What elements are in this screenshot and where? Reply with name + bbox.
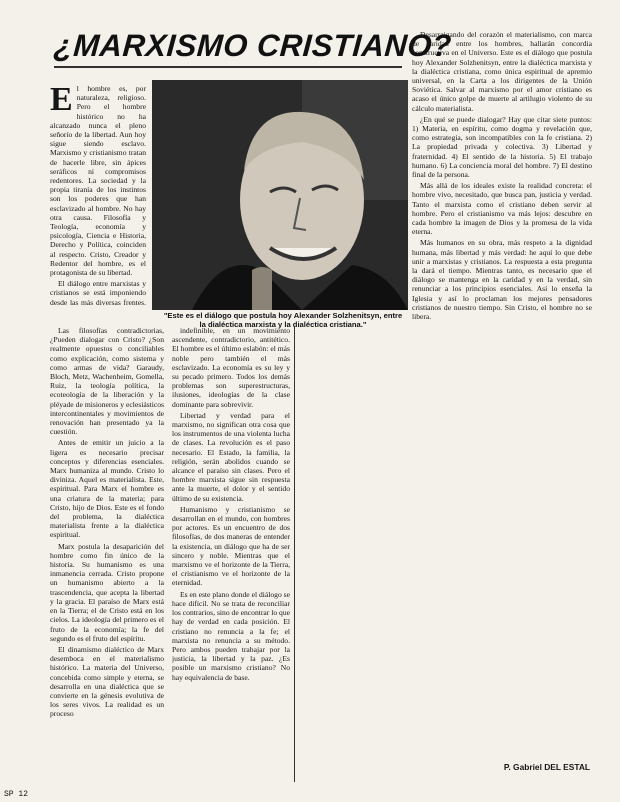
col2-paragraph: Las filosofías contradictorias, ¿Pueden dialogar con Cristo? ¿Son realmente opuestos o conciliables como explicación, como sistema y como armas de vida? Garaudy, Bloch, Metz, Wachenheim, Gomella, Ruiz, la teología política, la ecoteología de la liberación y la pléyade de misioneros y eclesiásticos intercontinentales y movimientos de renovación han presentado ya la cuestión. xyxy=(50,326,164,437)
col1-paragraph: l hombre es, por naturaleza, religioso. Pero el hombre histórico no ha alcanzado nunca el pleno señorío de la libertad. Aun hoy sigue siendo esclavo. Marxismo y cristianismo tratan de hacerle libre, sin ápices seráficos ni compromisos redentores. La sociedad y la propia tiranía de los instintos son los poderes que han esclavizado al hombre. No hay otra causa. Filosofía y Teología, economía y psicología, Ciencia e Historia, Derecho y Política, coinciden al respecto. Cristo, Creador y Redentor del hombre, es el protagonista de su libertad. xyxy=(50,84,146,278)
drop-cap: E xyxy=(50,84,73,118)
col3-paragraph: Es en este plano donde el diálogo se hace difícil. No se trata de reconciliar los contrarios, sino de encontrar lo que hay de verdad en cada posición. El cristiano no renuncia a la fe; el marxista no renuncia a su método. Pero ambos pueden trabajar por la justicia, la libertad y la paz. ¿Es posible un marxismo cristiano? No hay equivalencia de base. xyxy=(172,589,290,682)
col2-paragraph: El dinamismo dialéctico de Marx desemboca en el materialismo histórico. La materia del Universo, concebida como simple y eterna, se desarrolla en una dialéctica que se convierte en la génesis evolutiva de los seres vivos. La realidad es un proceso xyxy=(50,644,164,719)
column-1 xyxy=(50,84,146,306)
col3-paragraph: indefinible, en un movimiento ascendente, contradictorio, antitético. El hombre es el último eslabón: el más noble pero también el más esclavizado. La economía es su ley y su pecado primero. Todos los demás problemas son superestructuras, ilusiones, ideologías de la clase dominante para sobrevivir. xyxy=(172,326,290,409)
headline-underline xyxy=(54,66,402,68)
col4-paragraph: Desarraigando del corazón el materialismo, con marca de caridad entre los hombres, hallarán concordia constructiva en el Universo. Este es el diálogo que postula hoy Alexander Solzhenitsyn, entre la dialéctica marxista y la dialéctica cristiana, como única espiritual de apremio universal, en la Carta a los dirigentes de la Unión Soviética. Salvar al marxismo por el amor cristiano es acaso el único golpe de muerte al artilugio violento de su cálculo materialista. xyxy=(412,30,592,113)
col4-paragraph: ¿En qué se puede dialogar? Hay que citar siete puntos: 1) Materia, en espíritu, como dogma y revelación que, como estrategia, son incompatibles con la fe cristiana. 2) La propiedad privada y colectiva. 3) Libertad y fraternidad. 4) El sentido de la historia. 5) El trabajo humano. 6) La conciencia moral del hombre. 7) El destino final de la persona. xyxy=(412,114,592,180)
col3-paragraph: Libertad y verdad para el marxismo, no significan otra cosa que los instrumentos de una violenta lucha de clases. La revolución es el paso necesario. El Estado, la familia, la religión, serán abolidos cuando se alcance el paraíso sin clases. Pero el hombre marxista sigue sin respuesta ante la muerte, el dolor y el sentido último de su existencia. xyxy=(172,410,290,503)
column-divider xyxy=(294,326,295,782)
portrait-photo xyxy=(152,80,408,310)
page-number: SP 12 xyxy=(4,790,29,799)
column-4 xyxy=(412,30,592,756)
col3-paragraph: Humanismo y cristianismo se desarrollan en el mundo, con hombres por actores. Es un encuentro de dos filosofías, de dos maneras de entender la existencia, un diálogo que ha de ser sincero y noble. Mientras que el marxismo ve el horizonte de la Tierra, el cristianismo ve el horizonte de la eternidad. xyxy=(172,504,290,588)
col1-paragraph: El diálogo entre marxistas y cristianos se está imponiendo desde las más diversas frentes. xyxy=(50,279,146,306)
column-2 xyxy=(50,326,164,786)
headline: ¿MARXISMO CRISTIANO? xyxy=(52,28,453,63)
col4-paragraph: Más allá de los ideales existe la realidad concreta: el hombre vivo, necesitado, que busca pan, justicia y verdad. Tanto el marxista como el cristiano deben servir al hombre. Pero el cristianismo va más lejos: descubre en cada hombre la imagen de Dios y la promesa de la vida eterna. xyxy=(412,181,592,237)
col2-paragraph: Antes de emitir un juicio a la ligera es necesario precisar conceptos y diferencias esenciales. Marx humaniza al mundo. Cristo lo diviniza. Aquel es materialista. Este, espiritual. Para Marx el hombre es una criatura de la materia; para Cristo, hijo de Dios. Este es el fondo del problema, la dialéctica materialista frente a la dialéctica espiritual. xyxy=(50,438,164,540)
author-signature: P. Gabriel DEL ESTAL xyxy=(503,762,590,772)
column-3 xyxy=(172,326,290,786)
photo-caption: "Este es el diálogo que postula hoy Alexander Solzhenitsyn, entre la dialéctica marxista y la dialéctica cristiana." xyxy=(163,311,403,329)
col4-paragraph: Más humanos en su obra, más respeto a la dignidad humana, más libertad y más verdad: he aquí lo que debe unir a marxistas y cristianos. La respuesta a esta pregunta la dará el tiempo. Mientras tanto, es necesario que el diálogo se mantenga en la caridad y en la verdad, sin renunciar a los principios esenciales. Así lo enseña la Iglesia y así lo proclaman los mejores pensadores cristianos de nuestro tiempo. Sin Cristo, el hombre no se libera. xyxy=(412,238,592,322)
col2-paragraph: Marx postula la desaparición del hombre como fin único de la historia. Su humanismo es una inmanencia cerrada. Cristo propone un humanismo abierto a la trascendencia, que acepta la libertad y la gracia. El paraíso de Marx está en la Tierra; el de Cristo está en los cielos. La ideología del primero es el fruto de la economía; la fe del segundo es el fruto del espíritu. xyxy=(50,541,164,643)
